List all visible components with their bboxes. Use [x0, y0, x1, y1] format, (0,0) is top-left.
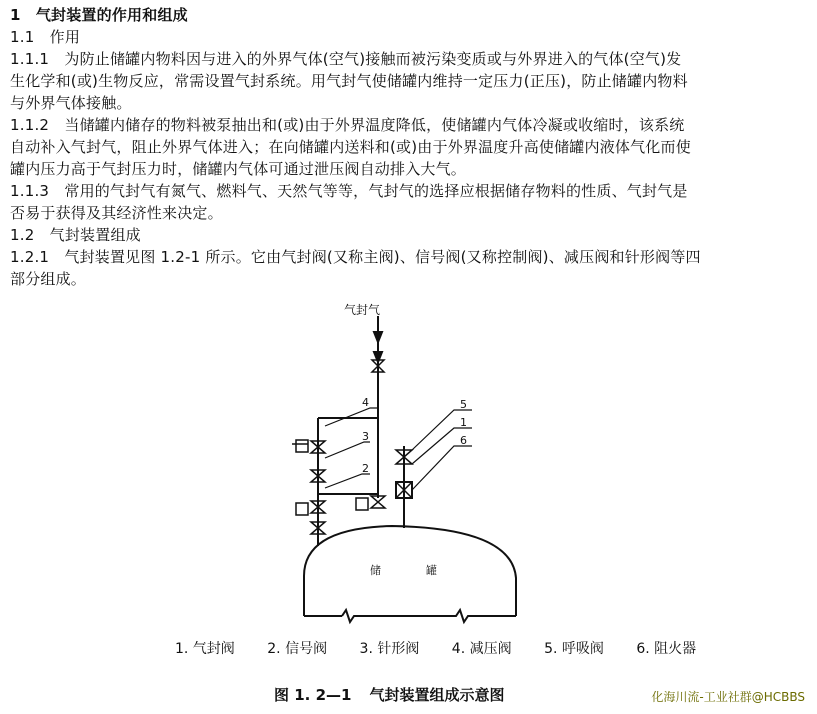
legend-item: 4. 减压阀 — [451, 641, 512, 657]
legend-item: 2. 信号阀 — [267, 641, 328, 657]
tank-label: 罐 — [426, 564, 437, 577]
legend-item: 6. 阻火器 — [636, 641, 697, 657]
figure-caption — [274, 684, 504, 705]
paragraph-line: 1.1.3 常用的气封气有氮气、燃料气、天然气等等，气封气的选择应根据储存物料的性质、气封气是 — [10, 182, 688, 200]
legend-item: 5. 呼吸阀 — [544, 641, 604, 657]
legend-item: 3. 针形阀 — [359, 641, 420, 657]
tank-base — [342, 610, 516, 622]
caption-text: 气封装置组成示意图 — [369, 686, 505, 704]
tank-label: 储 — [370, 564, 381, 577]
callout-number: 2 — [362, 462, 369, 475]
callout-leader — [412, 446, 472, 490]
paragraph-line: 罐内压力高于气封压力时，储罐内气体可通过泄压阀自动排入大气。 — [10, 160, 467, 178]
paragraph-line: 1.1.2 当储罐内储存的物料被泵抽出和(或)由于外界温度降低，使储罐内气体冷凝或收缩时，该系统 — [10, 116, 685, 134]
diagram-svg — [170, 298, 730, 638]
paragraph-line: 1.1.1 为防止储罐内物料因与进入的外界气体(空气)接触而被污染变质或与外界进入的气体(空气)发 — [10, 50, 682, 68]
document-body — [10, 4, 810, 290]
callout-number: 6 — [460, 434, 467, 447]
paragraph-line: 与外界气体接触。 — [10, 94, 132, 112]
callout-number: 1 — [460, 416, 467, 429]
callout-number: 3 — [362, 430, 369, 443]
callout-leader — [325, 474, 370, 488]
callout-number: 4 — [362, 396, 369, 409]
subsection-1-2: 1.2 气封装置组成 — [10, 226, 141, 244]
subsection-1-1: 1.1 作用 — [10, 28, 81, 46]
paragraph-line: 部分组成。 — [10, 270, 87, 288]
figure-legend — [175, 638, 735, 658]
watermark: 化海川流-工业社群@HCBBS — [651, 690, 805, 704]
paragraph-line: 否易于获得及其经济性来决定。 — [10, 204, 223, 222]
section-heading: 1 气封装置的作用和组成 — [10, 6, 188, 24]
legend-item: 1. 气封阀 — [175, 641, 235, 657]
reducing-valve-icon — [292, 440, 325, 453]
callout-leader — [325, 442, 370, 458]
signal-valve-icon — [296, 501, 325, 534]
tank-outline — [304, 526, 516, 616]
paragraph-line: 自动补入气封气，阻止外界气体进入；在向储罐内送料和(或)由于外界温度升高使储罐内液体气化而使 — [10, 138, 691, 156]
caption-number: 图 1. 2—1 — [274, 686, 352, 704]
gas-seal-valve-icon — [356, 496, 385, 510]
arrow-down-icon — [374, 332, 382, 342]
paragraph-line: 1.2.1 气封装置见图 1.2-1 所示。它由气封阀(又称主阀)、信号阀(又称控制阀)、减压阀和针形阀等四 — [10, 248, 701, 266]
paragraph-line: 生化学和(或)生物反应，常需设置气封系统。用气封气使储罐内维持一定压力(正压)，防止储罐内物料 — [10, 72, 688, 90]
callout-number: 5 — [460, 398, 467, 411]
inlet-label: 气封气 — [343, 303, 381, 317]
